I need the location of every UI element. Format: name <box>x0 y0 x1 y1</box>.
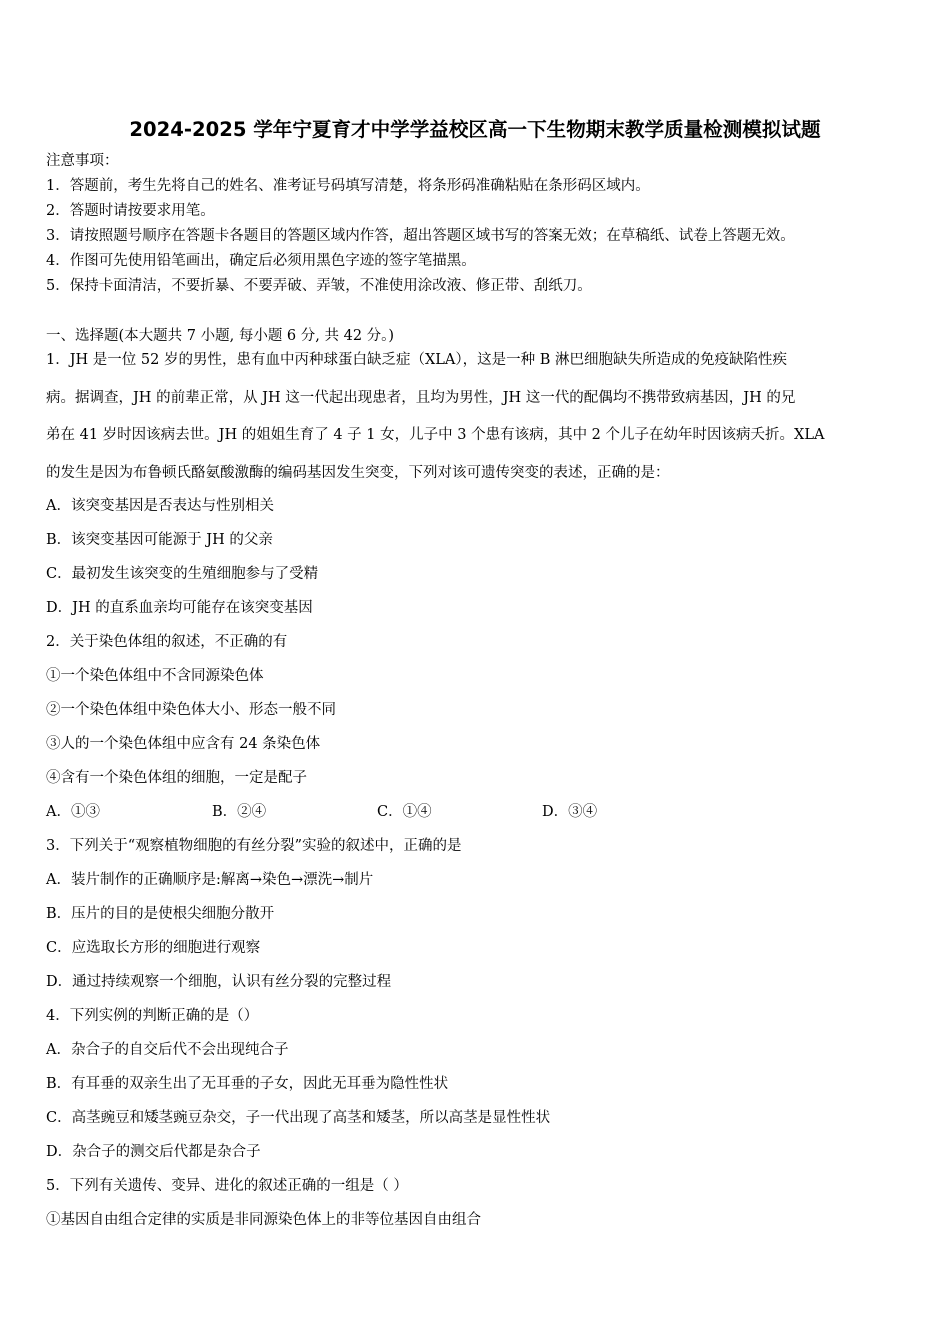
q4-option-d: D．杂合子的测交后代都是杂合子 <box>46 1144 261 1160</box>
q4-option-c: C．高茎豌豆和矮茎豌豆杂交，子一代出现了高茎和矮茎，所以高茎是显性性状 <box>46 1110 551 1126</box>
notice-heading: 注意事项： <box>46 153 119 169</box>
q3-stem: 3．下列关于“观察植物细胞的有丝分裂”实验的叙述中，正确的是 <box>46 838 462 854</box>
notice-item: 3．请按照题号顺序在答题卡各题目的答题区域内作答，超出答题区域书写的答案无效；在草稿纸、试卷上答题无效。 <box>46 228 795 244</box>
section-heading: 一、选择题(本大题共 7 小题, 每小题 6 分, 共 42 分。) <box>46 328 395 344</box>
q4-option-b: B．有耳垂的双亲生出了无耳垂的子女，因此无耳垂为隐性性状 <box>46 1076 449 1092</box>
q2-option-c: C．①④ <box>377 804 432 820</box>
q4-option-a: A．杂合子的自交后代不会出现纯合子 <box>46 1042 289 1058</box>
q2-statement: ③人的一个染色体组中应含有 24 条染色体 <box>46 736 321 752</box>
q3-option-b: B．压片的目的是使根尖细胞分散开 <box>46 906 275 922</box>
q5-stem: 5．下列有关遗传、变异、进化的叙述正确的一组是（ ） <box>46 1178 408 1194</box>
page-title: 2024-2025 学年宁夏育才中学学益校区高一下生物期末教学质量检测模拟试题 <box>129 118 821 141</box>
notice-item: 5．保持卡面清洁，不要折暴、不要弄破、弄皱，不准使用涂改液、修正带、刮纸刀。 <box>46 278 592 294</box>
q2-statement: ④含有一个染色体组的细胞，一定是配子 <box>46 770 307 786</box>
q2-options <box>46 803 926 821</box>
q3-option-c: C．应选取长方形的细胞进行观察 <box>46 940 261 956</box>
q3-option-a: A．装片制作的正确顺序是:解离→染色→漂洗→制片 <box>46 872 374 888</box>
notice-item: 1．答题前，考生先将自己的姓名、准考证号码填写清楚，将条形码准确粘贴在条形码区域内。 <box>46 178 650 194</box>
q4-stem: 4．下列实例的判断正确的是（） <box>46 1008 259 1024</box>
q2-option-a: A．①③ <box>46 804 100 820</box>
notice-item: 2．答题时请按要求用笔。 <box>46 203 215 219</box>
q2-option-b: B．②④ <box>212 804 267 820</box>
q1-stem-line: 1．JH 是一位 52 岁的男性，患有血中丙种球蛋白缺乏症（XLA），这是一种 B 淋巴细胞缺失所造成的免疫缺陷性疾 <box>46 352 788 368</box>
q2-statement: ②一个染色体组中染色体大小、形态一般不同 <box>46 702 336 718</box>
q1-stem-line: 的发生是因为布鲁顿氏酪氨酸激酶的编码基因发生突变，下列对该可遗传突变的表述，正确的是： <box>46 465 670 481</box>
q5-statement: ①基因自由组合定律的实质是非同源染色体上的非等位基因自由组合 <box>46 1212 481 1228</box>
q1-option-d: D．JH 的直系血亲均可能存在该突变基因 <box>46 600 313 616</box>
q2-stem: 2．关于染色体组的叙述，不正确的有 <box>46 634 288 650</box>
q2-option-d: D．③④ <box>542 804 598 820</box>
q1-stem-line: 病。据调查，JH 的前辈正常，从 JH 这一代起出现患者，且均为男性，JH 这一代的配偶均不携带致病基因，JH 的兄 <box>46 390 796 406</box>
notice-item: 4．作图可先使用铅笔画出，确定后必须用黑色字迹的签字笔描黑。 <box>46 253 476 269</box>
q1-stem-line: 弟在 41 岁时因该病去世。JH 的姐姐生育了 4 子 1 女，儿子中 3 个患有该病，其中 2 个儿子在幼年时因该病夭折。XLA <box>46 427 825 443</box>
q1-option-a: A．该突变基因是否表达与性别相关 <box>46 498 274 514</box>
q1-option-c: C．最初发生该突变的生殖细胞参与了受精 <box>46 566 319 582</box>
q2-statement: ①一个染色体组中不含同源染色体 <box>46 668 264 684</box>
q1-option-b: B．该突变基因可能源于 JH 的父亲 <box>46 532 273 548</box>
q3-option-d: D．通过持续观察一个细胞，认识有丝分裂的完整过程 <box>46 974 392 990</box>
